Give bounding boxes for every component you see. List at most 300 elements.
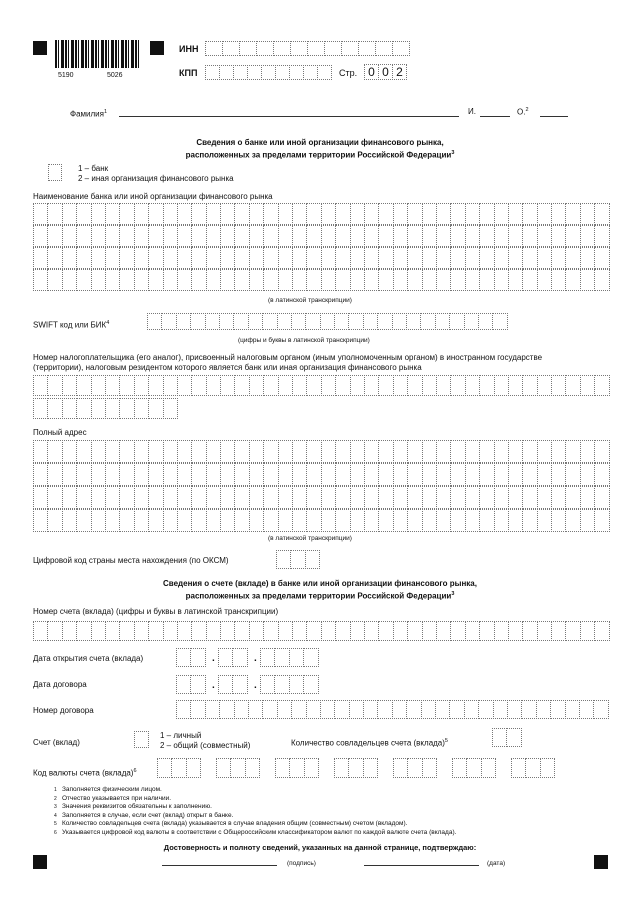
input-cell[interactable] [62, 247, 77, 269]
input-cell[interactable] [350, 225, 365, 247]
input-cell[interactable] [334, 758, 349, 778]
input-cell[interactable] [435, 700, 450, 719]
input-cell[interactable] [594, 375, 609, 396]
input-cell[interactable] [364, 463, 379, 486]
input-cell[interactable] [335, 203, 350, 225]
input-cell[interactable] [522, 463, 537, 486]
input-cell[interactable] [261, 65, 276, 80]
input-cell[interactable] [249, 509, 264, 532]
input-cell[interactable] [234, 203, 249, 225]
input-cell[interactable] [119, 203, 134, 225]
initial-i-field[interactable] [480, 116, 510, 117]
input-cell[interactable] [565, 463, 580, 486]
input-cell[interactable] [450, 247, 465, 269]
input-cell[interactable] [350, 621, 365, 641]
input-cell[interactable] [33, 463, 48, 486]
input-cell[interactable] [47, 269, 62, 291]
co-owners-field[interactable] [492, 728, 521, 746]
input-cell[interactable] [163, 486, 178, 509]
input-cell[interactable] [407, 203, 422, 225]
input-cell[interactable] [263, 621, 278, 641]
input-cell[interactable] [393, 247, 408, 269]
input-cell[interactable] [522, 225, 537, 247]
input-cell[interactable] [334, 313, 349, 330]
input-cell[interactable] [91, 621, 106, 641]
input-cell[interactable] [350, 463, 365, 486]
input-cell[interactable] [177, 203, 192, 225]
input-cell[interactable] [205, 313, 220, 330]
input-cell[interactable] [289, 675, 304, 694]
input-cell[interactable] [522, 203, 537, 225]
input-cell[interactable] [537, 247, 552, 269]
input-cell[interactable] [335, 375, 350, 396]
input-cell[interactable] [450, 463, 465, 486]
input-cell[interactable] [105, 247, 120, 269]
input-cell[interactable] [422, 440, 437, 463]
input-cell[interactable] [508, 375, 523, 396]
input-cell[interactable] [494, 509, 509, 532]
input-cell[interactable] [493, 700, 508, 719]
input-cell[interactable] [565, 269, 580, 291]
input-cell[interactable] [278, 486, 293, 509]
input-cell[interactable] [452, 758, 467, 778]
input-cell[interactable] [91, 247, 106, 269]
input-cell[interactable] [540, 758, 555, 778]
input-cell[interactable] [321, 621, 336, 641]
input-cell[interactable] [494, 375, 509, 396]
input-cell[interactable] [324, 41, 342, 56]
input-cell[interactable] [421, 700, 436, 719]
input-cell[interactable] [507, 700, 522, 719]
input-cell[interactable] [450, 203, 465, 225]
input-cell[interactable] [177, 247, 192, 269]
input-cell[interactable] [119, 225, 134, 247]
input-cell[interactable] [33, 203, 48, 225]
input-cell[interactable] [105, 440, 120, 463]
input-cell[interactable] [157, 758, 172, 778]
input-cell[interactable] [580, 486, 595, 509]
input-cell[interactable] [105, 621, 120, 641]
input-cell-row[interactable] [33, 225, 609, 246]
tax-id-field[interactable] [33, 375, 609, 396]
input-cell[interactable] [305, 313, 320, 330]
input-cell[interactable] [206, 440, 221, 463]
input-cell[interactable] [278, 225, 293, 247]
input-cell[interactable] [47, 225, 62, 247]
input-cell-row[interactable] [33, 269, 609, 290]
input-cell[interactable] [219, 65, 234, 80]
input-cell[interactable] [407, 375, 422, 396]
input-cell[interactable] [580, 621, 595, 641]
input-cell[interactable] [321, 440, 336, 463]
input-cell[interactable] [278, 203, 293, 225]
input-cell[interactable] [234, 486, 249, 509]
input-cell[interactable] [148, 509, 163, 532]
signature-field[interactable] [162, 865, 277, 866]
input-cell[interactable] [248, 700, 263, 719]
input-cell[interactable] [364, 269, 379, 291]
input-cell[interactable] [263, 203, 278, 225]
input-cell[interactable] [234, 700, 249, 719]
input-cell-row[interactable] [33, 440, 609, 462]
input-cell[interactable] [436, 247, 451, 269]
input-cell[interactable] [393, 203, 408, 225]
input-cell[interactable] [47, 398, 62, 419]
input-cell[interactable] [525, 758, 540, 778]
input-cell[interactable] [364, 440, 379, 463]
input-cell[interactable] [363, 313, 378, 330]
input-cell[interactable] [220, 375, 235, 396]
input-cell[interactable] [317, 65, 332, 80]
input-cell[interactable] [263, 375, 278, 396]
input-cell[interactable] [249, 375, 264, 396]
input-cell[interactable] [479, 203, 494, 225]
tax-id-field-continued[interactable] [33, 398, 177, 419]
initial-o-field[interactable] [540, 116, 568, 117]
input-cell[interactable] [220, 486, 235, 509]
input-cell[interactable] [163, 463, 178, 486]
input-cell[interactable] [292, 269, 307, 291]
input-cell[interactable] [260, 675, 275, 694]
input-cell[interactable] [305, 550, 320, 569]
input-cell[interactable] [134, 203, 149, 225]
input-cell[interactable] [436, 463, 451, 486]
input-cell[interactable] [256, 41, 274, 56]
input-cell[interactable] [335, 225, 350, 247]
input-cell[interactable] [303, 675, 318, 694]
input-cell[interactable] [565, 509, 580, 532]
input-cell[interactable] [163, 203, 178, 225]
input-cell[interactable] [479, 509, 494, 532]
input-cell[interactable] [105, 463, 120, 486]
input-cell[interactable] [62, 440, 77, 463]
input-cell[interactable] [275, 758, 290, 778]
input-cell[interactable] [465, 509, 480, 532]
input-cell[interactable] [260, 648, 275, 667]
input-cell[interactable] [450, 375, 465, 396]
input-cell[interactable] [263, 225, 278, 247]
input-cell[interactable] [478, 313, 493, 330]
input-cell[interactable] [522, 621, 537, 641]
input-cell[interactable] [422, 463, 437, 486]
input-cell[interactable] [465, 375, 480, 396]
input-cell[interactable] [378, 375, 393, 396]
input-cell[interactable] [278, 247, 293, 269]
input-cell[interactable] [91, 486, 106, 509]
input-cell[interactable] [537, 509, 552, 532]
bank-name-field[interactable] [33, 203, 609, 291]
input-cell[interactable] [290, 550, 305, 569]
input-cell[interactable] [191, 375, 206, 396]
input-cell[interactable] [291, 313, 306, 330]
input-cell[interactable] [278, 621, 293, 641]
input-cell[interactable] [321, 269, 336, 291]
input-cell[interactable] [422, 758, 437, 778]
input-cell[interactable] [274, 675, 289, 694]
input-cell[interactable] [364, 203, 379, 225]
input-cell[interactable] [148, 269, 163, 291]
input-cell[interactable] [76, 375, 91, 396]
input-cell[interactable] [289, 65, 304, 80]
input-cell[interactable] [479, 463, 494, 486]
input-cell[interactable] [406, 700, 421, 719]
input-cell[interactable] [177, 509, 192, 532]
input-cell[interactable] [249, 225, 264, 247]
input-cell[interactable] [220, 509, 235, 532]
input-cell[interactable] [76, 269, 91, 291]
input-cell[interactable] [278, 509, 293, 532]
input-cell[interactable] [76, 247, 91, 269]
input-cell[interactable] [91, 509, 106, 532]
input-cell[interactable] [33, 398, 48, 419]
input-cell[interactable] [594, 440, 609, 463]
input-cell[interactable] [206, 509, 221, 532]
input-cell[interactable] [171, 758, 186, 778]
input-cell[interactable] [436, 375, 451, 396]
input-cell[interactable] [47, 375, 62, 396]
input-cell[interactable] [375, 41, 393, 56]
input-cell[interactable] [163, 440, 178, 463]
input-cell[interactable] [148, 486, 163, 509]
input-cell[interactable] [105, 203, 120, 225]
input-cell[interactable] [91, 398, 106, 419]
input-cell[interactable] [239, 41, 257, 56]
input-cell[interactable] [263, 509, 278, 532]
input-cell[interactable] [291, 700, 306, 719]
input-cell-row[interactable] [33, 247, 609, 268]
input-cell[interactable] [522, 375, 537, 396]
input-cell[interactable] [565, 247, 580, 269]
input-cell[interactable] [249, 486, 264, 509]
input-cell[interactable] [190, 313, 205, 330]
input-cell[interactable] [508, 225, 523, 247]
input-cell[interactable] [594, 621, 609, 641]
input-cell[interactable] [593, 700, 608, 719]
input-cell[interactable] [134, 463, 149, 486]
input-cell[interactable] [522, 509, 537, 532]
input-cell[interactable] [551, 269, 566, 291]
input-cell[interactable] [378, 440, 393, 463]
input-cell[interactable] [76, 225, 91, 247]
input-cell[interactable] [119, 247, 134, 269]
input-cell[interactable] [393, 509, 408, 532]
input-cell[interactable] [134, 375, 149, 396]
input-cell[interactable] [449, 313, 464, 330]
input-cell[interactable] [176, 648, 191, 667]
input-cell[interactable] [76, 509, 91, 532]
input-cell[interactable] [422, 621, 437, 641]
input-cell[interactable] [479, 440, 494, 463]
input-cell[interactable] [249, 247, 264, 269]
input-cell[interactable] [191, 486, 206, 509]
input-cell[interactable] [377, 313, 392, 330]
input-cell[interactable] [392, 313, 407, 330]
input-cell[interactable] [148, 398, 163, 419]
input-cell[interactable] [134, 225, 149, 247]
input-cell[interactable] [508, 440, 523, 463]
input-cell[interactable] [522, 247, 537, 269]
input-cell[interactable] [263, 269, 278, 291]
input-cell[interactable] [594, 463, 609, 486]
input-cell[interactable] [119, 486, 134, 509]
input-cell[interactable] [321, 247, 336, 269]
input-cell[interactable] [190, 648, 205, 667]
input-cell[interactable] [220, 269, 235, 291]
input-cell[interactable] [492, 728, 507, 747]
input-cell[interactable] [450, 225, 465, 247]
input-cell[interactable] [91, 375, 106, 396]
input-cell[interactable] [392, 41, 410, 56]
input-cell[interactable] [565, 375, 580, 396]
input-cell[interactable] [364, 486, 379, 509]
date-field[interactable] [364, 865, 479, 866]
input-cell[interactable] [364, 509, 379, 532]
input-cell[interactable] [206, 225, 221, 247]
input-cell[interactable] [335, 269, 350, 291]
input-cell[interactable] [594, 269, 609, 291]
input-cell[interactable] [306, 269, 321, 291]
input-cell[interactable] [422, 247, 437, 269]
input-cell[interactable] [551, 486, 566, 509]
input-cell[interactable] [292, 203, 307, 225]
input-cell[interactable] [335, 486, 350, 509]
input-cell[interactable] [363, 758, 378, 778]
input-cell[interactable] [422, 225, 437, 247]
input-cell[interactable] [350, 375, 365, 396]
input-cell[interactable] [91, 269, 106, 291]
input-cell[interactable] [234, 463, 249, 486]
input-cell[interactable] [176, 700, 191, 719]
input-cell[interactable] [190, 700, 205, 719]
input-cell[interactable] [134, 621, 149, 641]
input-cell[interactable] [594, 225, 609, 247]
input-cell[interactable] [105, 509, 120, 532]
input-cell[interactable] [134, 440, 149, 463]
input-cell-row[interactable] [33, 486, 609, 508]
input-cell[interactable] [321, 225, 336, 247]
input-cell[interactable] [350, 440, 365, 463]
bank-type-field[interactable] [48, 164, 61, 180]
input-cell[interactable] [537, 486, 552, 509]
input-cell[interactable] [234, 247, 249, 269]
input-cell[interactable] [163, 398, 178, 419]
input-cell[interactable] [278, 269, 293, 291]
input-cell[interactable] [494, 269, 509, 291]
input-cell[interactable] [508, 509, 523, 532]
input-cell[interactable] [263, 486, 278, 509]
input-cell[interactable] [479, 375, 494, 396]
input-cell[interactable] [292, 486, 307, 509]
input-cell[interactable] [292, 247, 307, 269]
input-cell[interactable] [62, 225, 77, 247]
input-cell[interactable] [47, 440, 62, 463]
input-cell[interactable] [422, 509, 437, 532]
input-cell[interactable] [134, 247, 149, 269]
input-cell[interactable] [321, 375, 336, 396]
input-cell[interactable] [289, 758, 304, 778]
input-cell[interactable] [278, 440, 293, 463]
input-cell[interactable] [134, 486, 149, 509]
input-cell[interactable] [537, 621, 552, 641]
input-cell[interactable] [594, 486, 609, 509]
input-cell[interactable] [537, 203, 552, 225]
input-cell[interactable] [378, 486, 393, 509]
input-cell[interactable] [277, 700, 292, 719]
input-cell[interactable] [479, 247, 494, 269]
country-code-field[interactable] [276, 550, 319, 568]
input-cell[interactable] [393, 375, 408, 396]
input-cell[interactable] [303, 648, 318, 667]
input-cell[interactable] [436, 621, 451, 641]
input-cell[interactable] [245, 758, 260, 778]
input-cell[interactable] [62, 486, 77, 509]
input-cell[interactable] [177, 225, 192, 247]
input-cell[interactable] [580, 203, 595, 225]
input-cell[interactable] [363, 700, 378, 719]
input-cell[interactable] [464, 313, 479, 330]
input-cell[interactable] [177, 621, 192, 641]
input-cell[interactable] [478, 700, 493, 719]
input-cell[interactable] [508, 621, 523, 641]
input-cell[interactable] [565, 700, 580, 719]
input-cell[interactable] [234, 621, 249, 641]
input-cell[interactable] [407, 621, 422, 641]
input-cell[interactable] [537, 269, 552, 291]
input-cell[interactable] [292, 621, 307, 641]
input-cell[interactable] [220, 440, 235, 463]
input-cell[interactable] [537, 375, 552, 396]
input-cell[interactable] [580, 375, 595, 396]
input-cell[interactable] [580, 269, 595, 291]
input-cell[interactable] [465, 269, 480, 291]
input-cell[interactable] [148, 463, 163, 486]
input-cell[interactable] [494, 486, 509, 509]
input-cell[interactable] [263, 440, 278, 463]
input-cell[interactable] [47, 203, 62, 225]
input-cell[interactable] [321, 486, 336, 509]
input-cell[interactable] [206, 621, 221, 641]
input-cell[interactable] [119, 509, 134, 532]
input-cell[interactable] [278, 463, 293, 486]
input-cell[interactable] [191, 509, 206, 532]
input-cell[interactable] [407, 440, 422, 463]
input-cell-row[interactable] [33, 621, 609, 640]
input-cell[interactable] [205, 41, 223, 56]
input-cell[interactable] [276, 550, 291, 569]
input-cell[interactable] [273, 41, 291, 56]
input-cell[interactable] [249, 621, 264, 641]
input-cell[interactable] [232, 648, 247, 667]
input-cell-row[interactable] [33, 375, 609, 395]
input-cell[interactable] [234, 375, 249, 396]
input-cell[interactable] [551, 225, 566, 247]
input-cell[interactable] [465, 247, 480, 269]
input-cell[interactable] [335, 463, 350, 486]
input-cell[interactable] [348, 758, 363, 778]
input-cell[interactable] [306, 375, 321, 396]
input-cell[interactable] [565, 621, 580, 641]
input-cell[interactable] [263, 247, 278, 269]
input-cell[interactable] [393, 758, 408, 778]
input-cell[interactable] [148, 225, 163, 247]
input-cell[interactable] [134, 269, 149, 291]
input-cell[interactable] [508, 463, 523, 486]
input-cell[interactable] [479, 486, 494, 509]
input-cell[interactable] [341, 41, 359, 56]
input-cell[interactable] [218, 675, 233, 694]
input-cell[interactable] [62, 463, 77, 486]
input-cell[interactable] [148, 203, 163, 225]
